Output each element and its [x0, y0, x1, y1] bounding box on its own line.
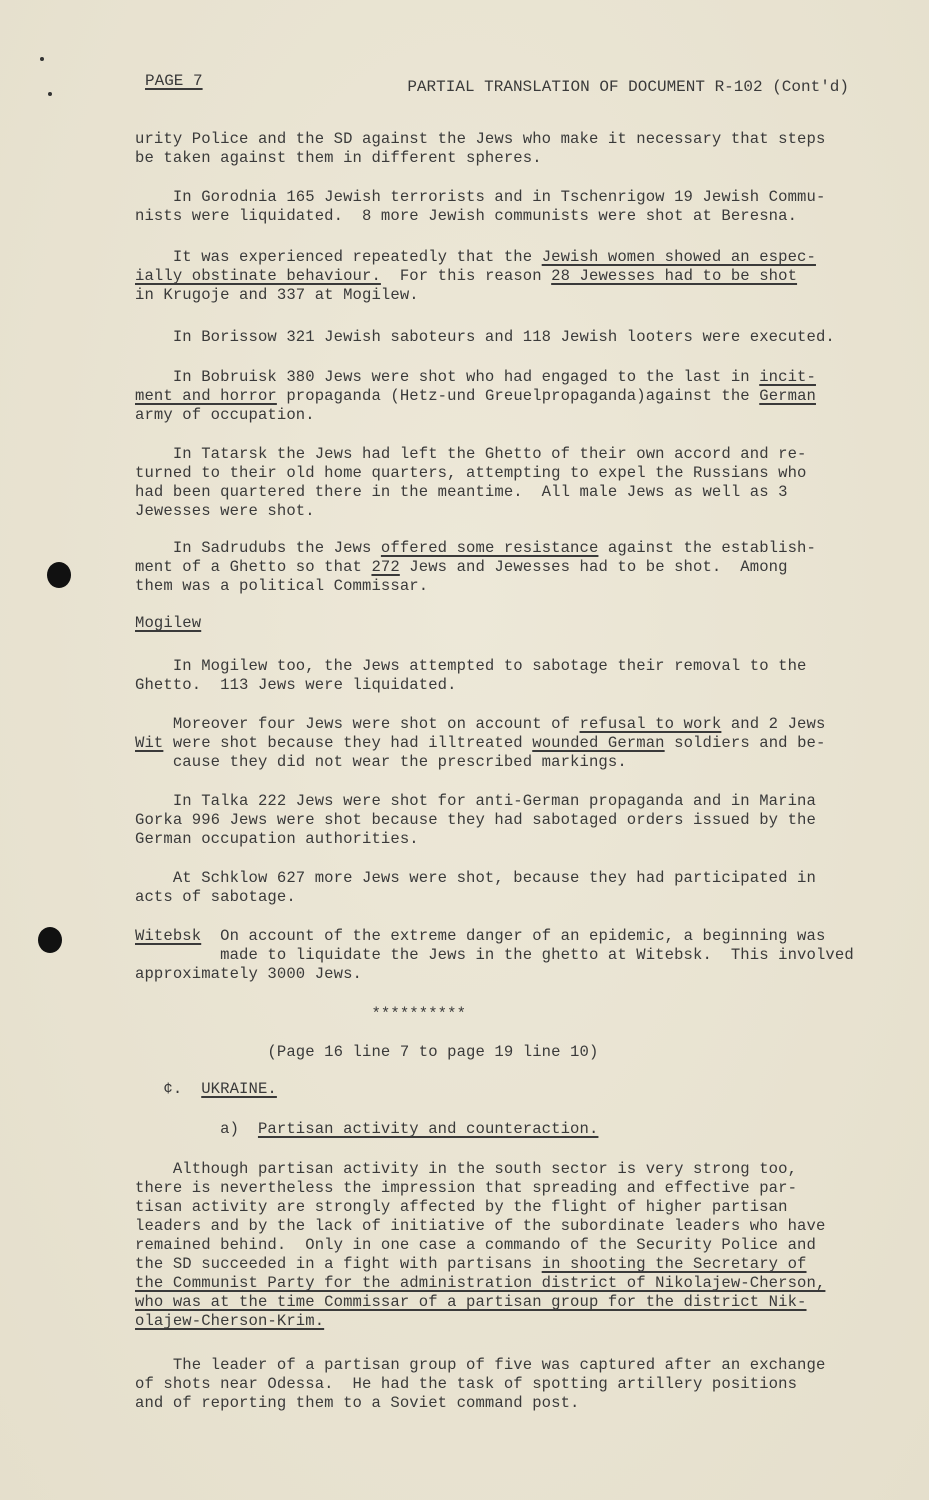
text-run: In Gorodnia 165 Jewish terrorists and in Tschenrigow 19 Jewish Commu-	[135, 188, 826, 206]
text-run: made to liquidate the Jews in the ghetto at Witebsk. This involved	[135, 946, 854, 964]
text-line	[135, 558, 855, 577]
text-run: In Sadrudubs the Jews	[135, 539, 381, 557]
underlined-text: olajew-Cherson-Krim.	[135, 1312, 325, 1330]
paragraph	[135, 657, 855, 695]
text-run: Jewesses were shot.	[135, 502, 315, 520]
underlined-text: ment and horror	[135, 387, 277, 405]
underlined-text: UKRAINE.	[201, 1080, 277, 1098]
text-run: remained behind. Only in one case a commando of the Security Police and	[135, 1236, 816, 1254]
text-run: Although partisan activity in the south sector is very strong too,	[135, 1160, 798, 1178]
scan-mark	[48, 92, 52, 96]
text-run: **********	[135, 1005, 467, 1023]
text-run: soldiers and be-	[664, 734, 826, 752]
punch-hole	[47, 562, 71, 588]
text-line	[135, 406, 855, 425]
text-run: At Schklow 627 more Jews were shot, because they had participated in	[135, 869, 816, 887]
text-line	[135, 1394, 855, 1413]
text-line	[135, 676, 855, 695]
text-line	[135, 888, 855, 907]
paragraph	[135, 792, 855, 849]
paragraph	[135, 248, 855, 305]
text-line	[135, 1005, 855, 1024]
text-line	[135, 614, 855, 633]
text-line	[135, 328, 855, 347]
text-run: were shot because they had illtreated	[163, 734, 533, 752]
text-line	[135, 1293, 855, 1312]
paragraph	[135, 715, 855, 772]
section-heading	[135, 1120, 855, 1139]
paragraph	[135, 869, 855, 907]
text-line	[135, 946, 855, 965]
text-line	[135, 1255, 855, 1274]
text-line	[135, 267, 855, 286]
paragraph	[135, 927, 855, 984]
punch-hole	[38, 927, 62, 953]
text-line	[135, 1179, 855, 1198]
text-run: ment of a Ghetto so that	[135, 558, 372, 576]
paragraph	[135, 130, 855, 168]
text-run: Moreover four Jews were shot on account of	[135, 715, 580, 733]
text-line	[135, 248, 855, 267]
text-run: and of reporting them to a Soviet command post.	[135, 1394, 580, 1412]
text-run: urity Police and the SD against the Jews who make it necessary that steps	[135, 130, 826, 148]
text-line	[135, 869, 855, 888]
text-line	[135, 464, 855, 483]
text-line	[135, 207, 855, 226]
text-run: leaders and by the lack of initiative of the subordinate leaders who have	[135, 1217, 826, 1235]
text-run: tisan activity are strongly affected by the flight of higher partisan	[135, 1198, 788, 1216]
text-line	[135, 1356, 855, 1375]
underlined-text: German	[759, 387, 816, 405]
underlined-text: refusal to work	[579, 715, 722, 733]
text-line	[135, 149, 855, 168]
text-run: approximately 3000 Jews.	[135, 965, 362, 983]
text-run: be taken against them in different spheres.	[135, 149, 542, 167]
section-heading	[135, 1080, 855, 1099]
text-run: Gorka 996 Jews were shot because they had sabotaged orders issued by the	[135, 811, 816, 829]
underlined-text: Mogilew	[135, 614, 202, 632]
text-run: of shots near Odessa. He had the task of spotting artillery positions	[135, 1375, 798, 1393]
text-line	[135, 1274, 855, 1293]
paragraph	[135, 539, 855, 596]
text-run: (Page 16 line 7 to page 19 line 10)	[135, 1043, 599, 1061]
text-line	[135, 445, 855, 464]
separator-stars	[135, 1005, 855, 1024]
text-run: acts of sabotage.	[135, 888, 296, 906]
scan-mark	[40, 57, 44, 61]
paragraph	[135, 1356, 855, 1413]
underlined-text: in shooting the Secretary of	[541, 1255, 807, 1273]
underlined-text: Jewish women showed an espec-	[541, 248, 816, 266]
text-run: turned to their old home quarters, attempting to expel the Russians who	[135, 464, 807, 482]
text-line	[135, 830, 855, 849]
text-run: Jews and Jewesses had to be shot. Among	[399, 558, 788, 576]
text-line	[135, 577, 855, 596]
text-line	[135, 1236, 855, 1255]
text-run: there is nevertheless the impression that spreading and effective par-	[135, 1179, 798, 1197]
text-run: nists were liquidated. 8 more Jewish communists were shot at Beresna.	[135, 207, 798, 225]
text-line	[135, 1312, 855, 1331]
text-line	[135, 368, 855, 387]
text-line	[135, 1217, 855, 1236]
text-run: German occupation authorities.	[135, 830, 419, 848]
underlined-text: 28 Jewesses had to be shot	[551, 267, 798, 285]
text-run: had been quartered there in the meantime. All male Jews as well as 3	[135, 483, 788, 501]
section-heading	[135, 614, 855, 633]
text-line	[135, 1375, 855, 1394]
text-line	[135, 539, 855, 558]
text-line	[135, 965, 855, 984]
text-run: On account of the extreme danger of an epidemic, a beginning was	[201, 927, 826, 945]
text-line	[135, 792, 855, 811]
underlined-text: ially obstinate behaviour.	[135, 267, 381, 285]
text-line	[135, 502, 855, 521]
text-run: army of occupation.	[135, 406, 315, 424]
paragraph	[135, 368, 855, 425]
text-run: In Talka 222 Jews were shot for anti-German propaganda and in Marina	[135, 792, 816, 810]
text-run: ¢.	[135, 1080, 202, 1098]
underlined-text: offered some resistance	[380, 539, 599, 557]
text-line	[135, 1080, 855, 1099]
underlined-text: Witebsk	[135, 927, 202, 945]
underlined-text: who was at the time Commissar of a partisan group for the district Nik-	[135, 1293, 807, 1311]
underlined-text: wounded German	[532, 734, 665, 752]
underlined-text: 272	[371, 558, 400, 576]
text-line	[135, 1043, 855, 1062]
text-run: It was experienced repeatedly that the	[135, 248, 542, 266]
text-run: in Krugoje and 337 at Mogilew.	[135, 286, 419, 304]
underlined-text: Wit	[135, 734, 164, 752]
text-line	[135, 1120, 855, 1139]
text-run: Ghetto. 113 Jews were liquidated.	[135, 676, 457, 694]
page-number: PAGE 7	[145, 72, 203, 90]
text-line	[135, 734, 855, 753]
paragraph	[135, 328, 855, 347]
underlined-text: the Communist Party for the administration district of Nikolajew-Cherson,	[135, 1274, 826, 1292]
text-line	[135, 811, 855, 830]
paragraph	[135, 445, 855, 521]
text-line	[135, 927, 855, 946]
text-run: In Mogilew too, the Jews attempted to sabotage their removal to the	[135, 657, 807, 675]
text-line	[135, 286, 855, 305]
text-line	[135, 130, 855, 149]
underlined-text: Partisan activity and counteraction.	[257, 1120, 599, 1138]
paragraph	[135, 1160, 855, 1331]
paragraph	[135, 1043, 855, 1062]
text-run: propaganda (Hetz-und Greuelpropaganda)against the	[276, 387, 760, 405]
text-run: The leader of a partisan group of five was captured after an exchange	[135, 1356, 826, 1374]
text-run: For this reason	[380, 267, 552, 285]
text-run: cause they did not wear the prescribed markings.	[135, 753, 627, 771]
underlined-text: incit-	[759, 368, 816, 386]
text-run: against the establish-	[598, 539, 816, 557]
document-title: PARTIAL TRANSLATION OF DOCUMENT R-102 (Cont'd)	[407, 78, 849, 96]
text-run: In Borissow 321 Jewish saboteurs and 118 Jewish looters were executed.	[135, 328, 835, 346]
text-run: them was a political Commissar.	[135, 577, 429, 595]
text-line	[135, 753, 855, 772]
text-run: a)	[135, 1120, 258, 1138]
text-line	[135, 657, 855, 676]
text-run: In Bobruisk 380 Jews were shot who had engaged to the last in	[135, 368, 760, 386]
text-line	[135, 188, 855, 207]
text-run: and 2 Jews	[721, 715, 826, 733]
text-line	[135, 1160, 855, 1179]
paragraph	[135, 188, 855, 226]
text-run: the SD succeeded in a fight with partisans	[135, 1255, 542, 1273]
text-line	[135, 1198, 855, 1217]
text-run: In Tatarsk the Jews had left the Ghetto of their own accord and re-	[135, 445, 807, 463]
text-line	[135, 715, 855, 734]
text-line	[135, 483, 855, 502]
text-line	[135, 387, 855, 406]
